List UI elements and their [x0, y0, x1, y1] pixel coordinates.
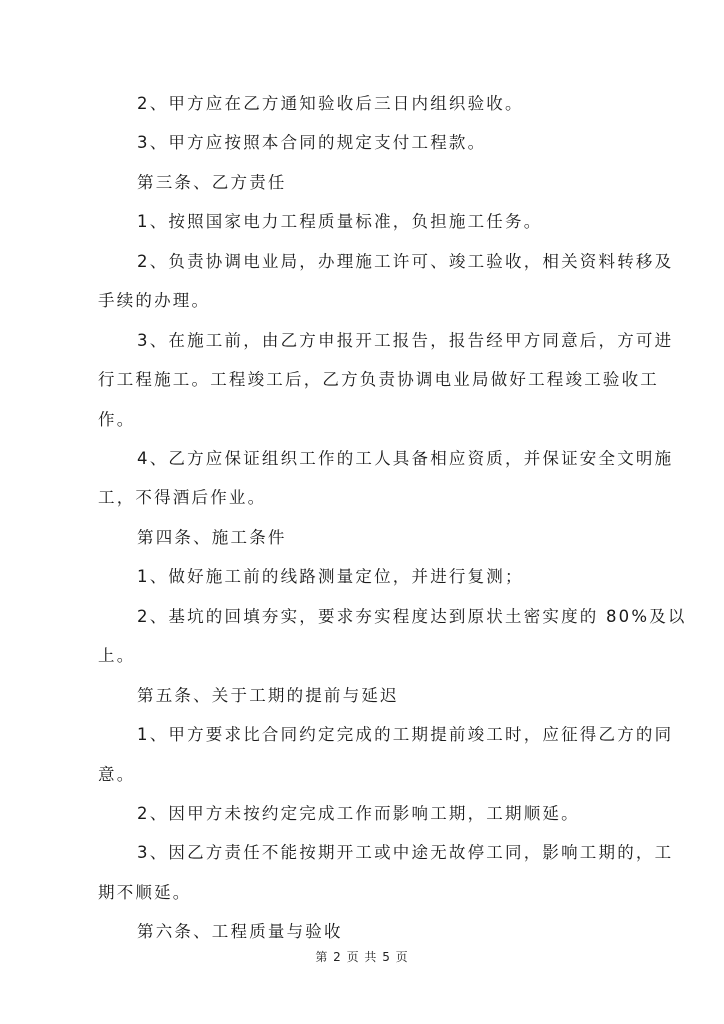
article-6-heading: 第六条、工程质量与验收	[137, 922, 343, 941]
clause-item-5-3-line-1: 3、因乙方责任不能按期开工或中途无故停工同，影响工期的，工	[137, 843, 674, 862]
clause-item-4-1: 1、做好施工前的线路测量定位，并进行复测；	[137, 567, 524, 586]
clause-item-5-1-line-1: 1、甲方要求比合同约定完成的工期提前竣工时，应征得乙方的同	[137, 725, 674, 744]
clause-item-2-2: 2、甲方应在乙方通知验收后三日内组织验收。	[137, 94, 524, 113]
clause-item-3-2-line-1: 2、负责协调电业局，办理施工许可、竣工验收，相关资料转移及	[137, 252, 674, 271]
clause-item-3-4-line-2: 工，不得酒后作业。	[98, 488, 267, 507]
article-5-heading: 第五条、关于工期的提前与延迟	[137, 686, 399, 705]
clause-item-3-3-line-2: 行工程施工。工程竣工后，乙方负责协调电业局做好工程竣工验收工	[98, 370, 659, 389]
clause-item-5-1-line-2: 意。	[98, 765, 136, 784]
clause-item-3-2-line-2: 手续的办理。	[98, 291, 211, 310]
clause-item-4-2-line-2: 上。	[98, 646, 136, 665]
clause-item-3-3-line-3: 作。	[98, 410, 136, 429]
page-number-footer: 第 2 页 共 5 页	[315, 950, 409, 964]
clause-item-5-2: 2、因甲方未按约定完成工作而影响工期，工期顺延。	[137, 804, 580, 823]
clause-item-5-3-line-2: 期不顺延。	[98, 883, 192, 902]
clause-item-2-3: 3、甲方应按照本合同的规定支付工程款。	[137, 133, 487, 152]
clause-item-3-1: 1、按照国家电力工程质量标准，负担施工任务。	[137, 212, 543, 231]
article-4-heading: 第四条、施工条件	[137, 528, 287, 547]
article-3-heading: 第三条、乙方责任	[137, 173, 287, 192]
clause-item-4-2-line-1: 2、基坑的回填夯实，要求夯实程度达到原状土密实度的 80%及以	[137, 607, 687, 626]
clause-item-3-3-line-1: 3、在施工前，由乙方申报开工报告，报告经甲方同意后，方可进	[137, 331, 674, 350]
clause-item-3-4-line-1: 4、乙方应保证组织工作的工人具备相应资质，并保证安全文明施	[137, 449, 674, 468]
